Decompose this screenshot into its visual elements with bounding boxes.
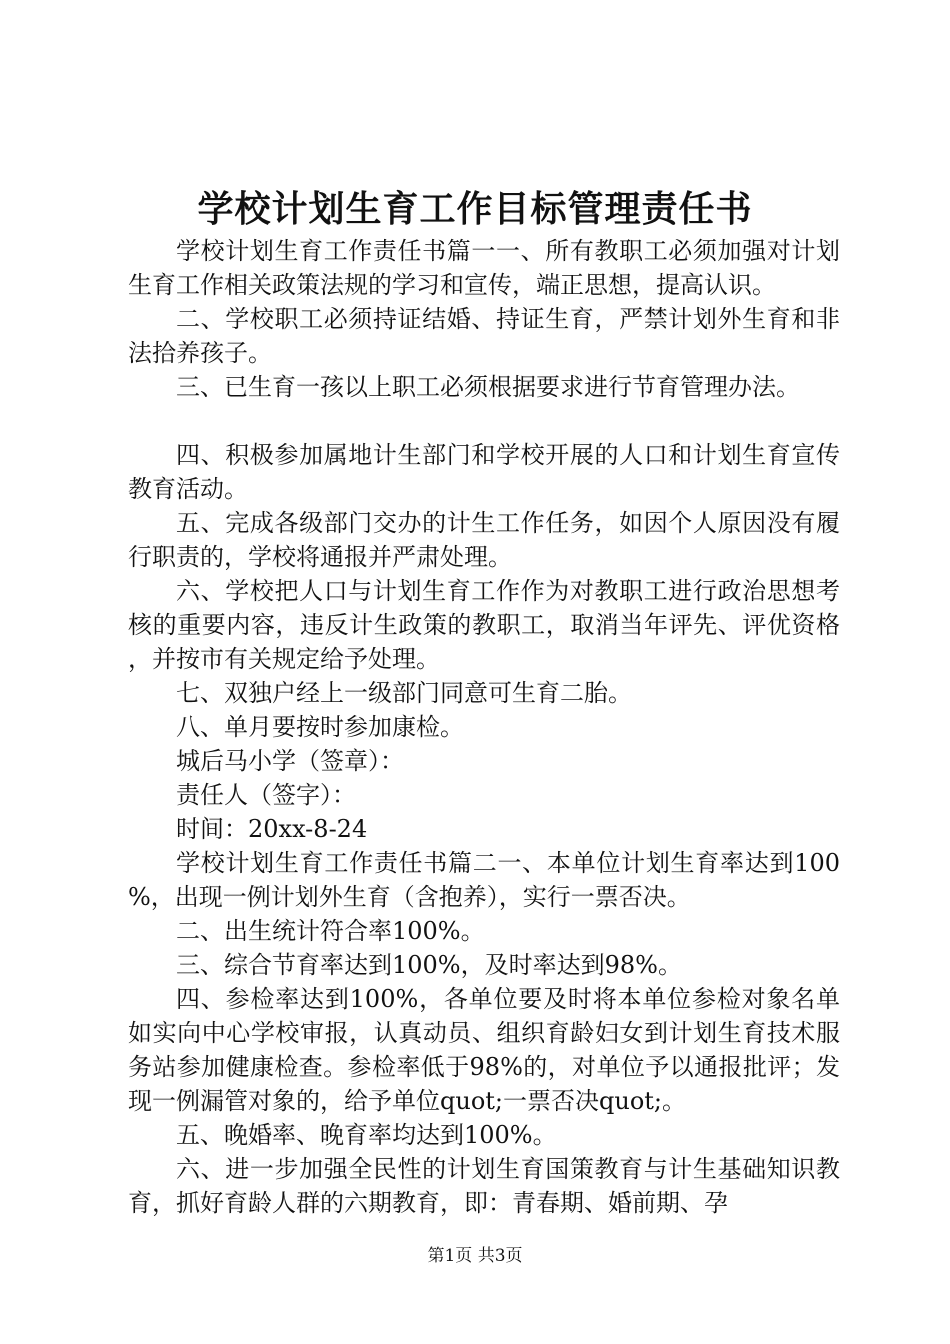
document-title: 学校计划生育工作目标管理责任书 — [197, 188, 753, 230]
paragraph: 三、已生育一孩以上职工必须根据要求进行节育管理办法。 — [176, 373, 800, 401]
paragraph: 五、晚婚率、晚育率均达到100%。 — [176, 1121, 557, 1149]
paragraph: 八、单月要按时参加康检。 — [176, 713, 464, 741]
paragraph: 学校计划生育工作责任书篇一一、所有教职工必须加强对计划生育工作相关政策法规的学习和宣传，端正思想，提高认识。 — [128, 237, 840, 299]
paragraph: 六、进一步加强全民性的计划生育国策教育与计生基础知识教育，抓好育龄人群的六期教育，即：青春期、婚前期、孕 — [128, 1155, 840, 1217]
blank-line — [128, 404, 840, 438]
signature-person: 责任人（签字）： — [176, 781, 356, 809]
paragraph: 七、双独户经上一级部门同意可生育二胎。 — [176, 679, 632, 707]
signature-school: 城后马小学（签章）： — [176, 747, 404, 775]
paragraph: 学校计划生育工作责任书篇二一、本单位计划生育率达到100%，出现一例计划外生育（含抱养），实行一票否决。 — [128, 849, 840, 911]
paragraph: 四、积极参加属地计生部门和学校开展的人口和计划生育宣传教育活动。 — [128, 441, 840, 503]
paragraph: 六、学校把人口与计划生育工作作为对教职工进行政治思想考核的重要内容，违反计生政策的教职工，取消当年评先、评优资格，并按市有关规定给予处理。 — [128, 577, 840, 673]
paragraph: 二、学校职工必须持证结婚、持证生育，严禁计划外生育和非法拾养孩子。 — [128, 305, 840, 367]
page-number: 第1页 共3页 — [427, 1246, 523, 1266]
signature-date: 时间：20xx-8-24 — [176, 815, 368, 843]
paragraph: 二、出生统计符合率100%。 — [176, 917, 485, 945]
document-body — [128, 234, 840, 1220]
paragraph: 四、参检率达到100%，各单位要及时将本单位参检对象名单如实向中心学校审报，认真动员、组织育龄妇女到计划生育技术服务站参加健康检查。参检率低于98%的，对单位予以通报批评；发现一例漏管对象的，给予单位quot;一票否决quot;。 — [128, 985, 840, 1115]
paragraph: 三、综合节育率达到100%，及时率达到98%。 — [176, 951, 682, 979]
paragraph: 五、完成各级部门交办的计生工作任务，如因个人原因没有履行职责的，学校将通报并严肃处理。 — [128, 509, 840, 571]
